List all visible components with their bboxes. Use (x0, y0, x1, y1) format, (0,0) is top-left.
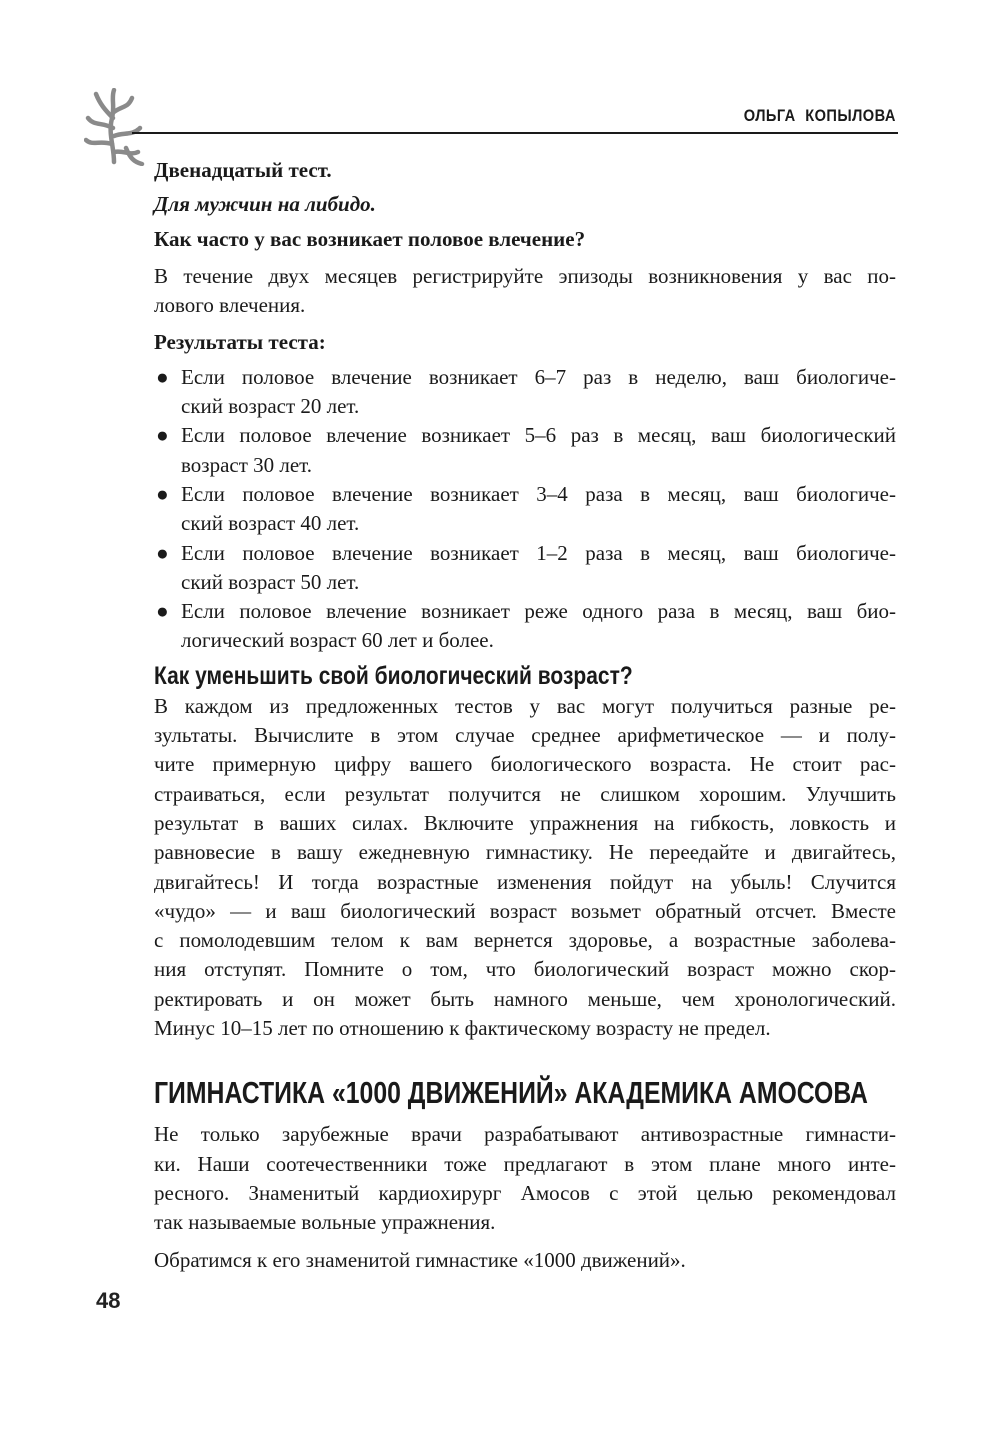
text-line: В течение двух месяцев регистрируйте эпизоды возникновения у вас по- (154, 263, 896, 288)
branch-ornament-icon (84, 88, 150, 166)
text-line: двигайтесь! И тогда возрастные изменения пойдут на убыль! Случится (154, 869, 896, 894)
text-line: Не только зарубежные врачи разрабатывают антивозрастные гимнасти- (154, 1122, 896, 1147)
text-line: лового влечения. (154, 293, 306, 318)
list-item (154, 480, 896, 539)
header-rule (132, 132, 898, 134)
text-line: зультаты. Вычислите в этом случае среднее арифметическое — и полу- (154, 723, 896, 748)
text-line: ский возраст 20 лет. (181, 394, 360, 419)
text-line: ния отступят. Помните о том, что биологический возраст можно скор- (154, 957, 896, 982)
text-line: ки. Наши соотечественники тоже предлагают в этом плане много инте- (154, 1151, 896, 1176)
section-heading: ГИМНАСТИКА «1000 ДВИЖЕНИЙ» АКАДЕМИКА АМОСОВА (154, 1075, 868, 1111)
text-line: ский возраст 50 лет. (181, 569, 360, 594)
list-item (154, 421, 896, 480)
list-item (154, 597, 896, 656)
bullet-icon: ● (156, 364, 169, 389)
text-line: возраст 30 лет. (181, 452, 313, 477)
bullet-icon: ● (156, 423, 169, 448)
test-question: Как часто у вас возникает половое влечение? (154, 226, 586, 251)
text-line: ресного. Знаменитый кардиохирург Амосов с этой целью рекомендовал (154, 1180, 896, 1205)
results-list (154, 363, 896, 656)
page-content (154, 156, 896, 1275)
text-line: Обратимся к его знаменитой гимнастике «1000 движений». (154, 1247, 686, 1272)
text-line: равновесие в вашу ежедневную гимнастику. Не переедайте и двигайтесь, (154, 840, 896, 865)
list-item (154, 539, 896, 598)
text-line: Если половое влечение возникает 3–4 раза в месяц, ваш биологиче- (181, 481, 896, 506)
section-reduce-body (154, 692, 896, 1044)
text-line: с помолодевшим телом к вам вернется здоровье, а возрастные заболева- (154, 928, 896, 953)
text-line: Если половое влечение возникает 6–7 раз в неделю, ваш биологиче- (181, 364, 896, 389)
test-title: Двенадцатый тест. (154, 158, 332, 182)
text-line: Если половое влечение возникает 5–6 раз в месяц, ваш биологический (181, 423, 896, 448)
text-line: ректировать и он может быть намного меньше, чем хронологический. (154, 986, 896, 1011)
list-item (154, 363, 896, 422)
text-line: логический возраст 60 лет и более. (181, 628, 494, 653)
text-line: Минус 10–15 лет по отношению к фактическому возрасту не предел. (154, 1016, 771, 1041)
text-line: страиваться, если результат получится не слишком хорошим. Улучшить (154, 781, 896, 806)
text-line: Если половое влечение возникает 1–2 раза в месяц, ваш биологиче- (181, 540, 896, 565)
text-line: чите примерную цифру вашего биологического возраста. Не стоит рас- (154, 752, 896, 777)
section-gym-paragraph-2 (154, 1246, 896, 1275)
page-number: 48 (96, 1288, 121, 1313)
text-line: Если половое влечение возникает реже одного раза в месяц, ваш био- (181, 599, 896, 624)
section-subheading: Как уменьшить свой биологический возраст? (154, 661, 633, 690)
test-instruction (154, 262, 896, 321)
text-line: ский возраст 40 лет. (181, 511, 360, 536)
bullet-icon: ● (156, 540, 169, 565)
running-head: ОЛЬГА КОПЫЛОВА (743, 106, 896, 125)
test-subtitle: Для мужчин на либидо. (154, 192, 376, 217)
text-line: так называемые вольные упражнения. (154, 1210, 496, 1235)
section-gym-paragraph-1 (154, 1120, 896, 1237)
results-label: Результаты теста: (154, 330, 326, 355)
text-line: «чудо» — и ваш биологический возраст возьмет обратный отсчет. Вместе (154, 898, 896, 923)
text-line: В каждом из предложенных тестов у вас могут получиться разные ре- (154, 693, 896, 718)
bullet-icon: ● (156, 481, 169, 506)
text-line: результат в ваших силах. Включите упражнения на гибкость, ловкость и (154, 810, 896, 835)
bullet-icon: ● (156, 599, 169, 624)
